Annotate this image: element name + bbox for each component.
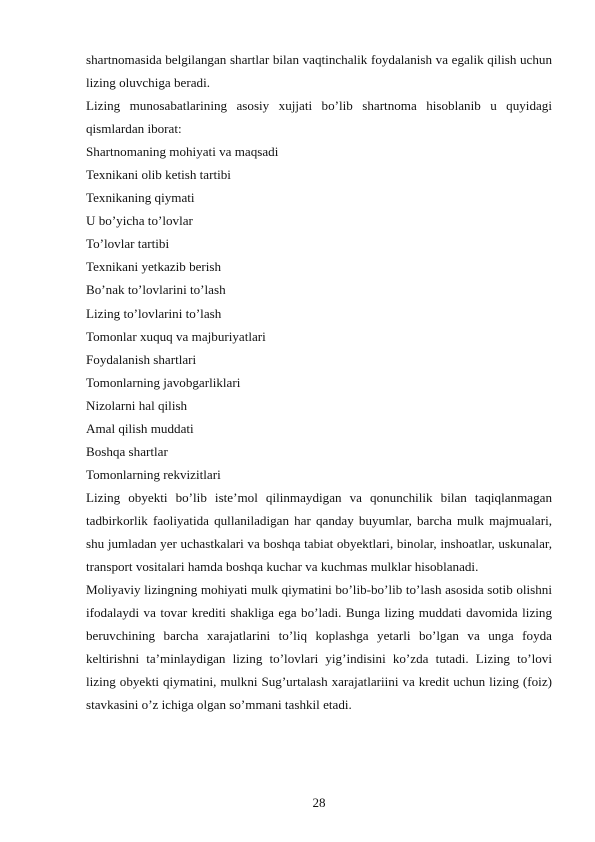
list-item: Amal qilish muddati [86, 420, 194, 436]
list-item: Boshqa shartlar [86, 443, 168, 459]
list-item: Texnikani olib ketish tartibi [86, 167, 231, 183]
list-item: Tomonlarning javobgarliklari [86, 374, 241, 390]
contract-sections-list [86, 140, 552, 486]
body-paragraph: Moliyaviy lizingning mohiyati mulk qiymatini bo’lib-bo’lib to’lash asosida sotib olishni ifodalaydi va tovar krediti shakliga ega bo’ladi. Bunga lizing muddati davomida lizing beruvchining barcha xarajatlarini to’liq koplashga yetarli bo’lgan va unga foyda keltirishni ta’minlaydigan lizing to’lovlari yig’indisini ko’zda tutadi. Lizing to’lovi lizing obyekti qiymatini, mulkni Sug’urtalash xarajatlariini va kredit uchun lizing (foiz) stavkasini o’z ichiga olgan so’mmani tashkil etadi. [86, 582, 552, 713]
list-item: Bo’nak to’lovlarini to’lash [86, 282, 226, 298]
list-item: Shartnomaning mohiyati va maqsadi [86, 144, 279, 160]
page-number: 28 [312, 795, 326, 810]
list-item: Foydalanish shartlari [86, 351, 197, 367]
list-item: Tomonlar xuquq va majburiyatlari [86, 328, 266, 344]
body-paragraph: shartnomasida belgilangan shartlar bilan vaqtinchalik foydalanish va egalik qilish uchun lizing oluvchiga beradi. [86, 52, 552, 91]
page-body [86, 48, 552, 716]
list-item: Nizolarni hal qilish [86, 397, 188, 413]
list-item: To’lovlar tartibi [86, 236, 170, 252]
list-item: Texnikani yetkazib berish [86, 259, 222, 275]
list-item: Texnikaning qiymati [86, 190, 195, 206]
list-item: Tomonlarning rekvizitlari [86, 466, 221, 482]
list-item: U bo’yicha to’lovlar [86, 213, 193, 229]
list-item: Lizing to’lovlarini to’lash [86, 305, 222, 321]
body-paragraph: Lizing munosabatlarining asosiy xujjati bo’lib shartnoma hisoblanib u quyidagi qismlardan iborat: [86, 98, 552, 137]
body-paragraph: Lizing obyekti bo’lib iste’mol qilinmaydigan va qonunchilik bilan taqiqlanmagan tadbirkorlik faoliyatida qullaniladigan har qanday buyumlar, barcha mulk majmualari, shu jumladan yer uchastkalari va boshqa tabiat obyektlari, binolar, inshoatlar, uskunalar, transport vositalari hamda boshqa kuchar va kuchmas mulklar hisoblanadi. [86, 489, 552, 575]
